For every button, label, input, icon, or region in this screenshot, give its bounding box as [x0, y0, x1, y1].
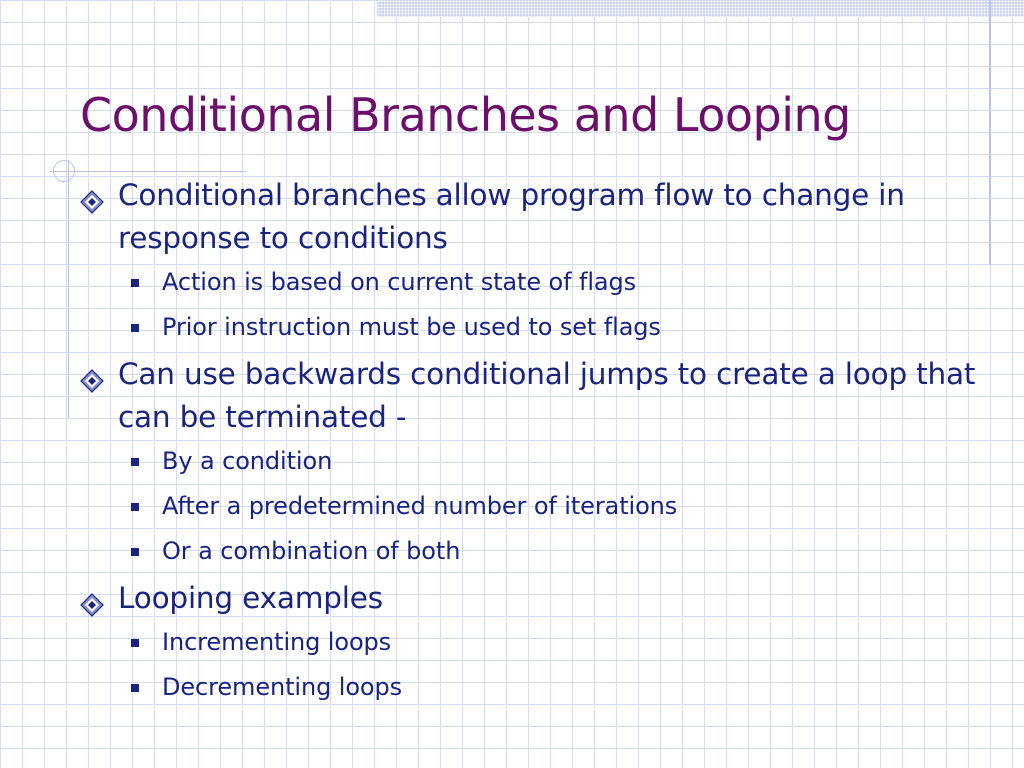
sub-bullet-text: By a condition: [162, 447, 333, 475]
header-dot-pattern: [377, 0, 1024, 17]
sub-bullet-text: Prior instruction must be used to set flags: [162, 313, 661, 341]
sub-bullet-list: [118, 439, 1000, 574]
bullet-list: [80, 174, 1000, 710]
sub-bullet-item: [118, 665, 1000, 710]
bullet-text: Looping examples: [118, 581, 383, 615]
sub-bullet-item: [118, 305, 1000, 350]
diamond-bullet-icon: [80, 586, 104, 610]
sub-bullet-item: [118, 484, 1000, 529]
sub-bullet-item: [118, 620, 1000, 665]
sub-bullet-text: Incrementing loops: [162, 628, 392, 656]
sub-bullet-list: [118, 620, 1000, 710]
square-bullet-icon: [131, 684, 139, 692]
title-underline-rule: [50, 171, 246, 172]
bullet-text: Can use backwards conditional jumps to create a loop that can be terminated -: [118, 357, 976, 434]
sub-bullet-item: [118, 529, 1000, 574]
diamond-bullet-icon: [80, 362, 104, 386]
left-decorative-rule: [68, 160, 69, 418]
sub-bullet-text: Decrementing loops: [162, 673, 403, 701]
bullet-item: [80, 577, 1000, 710]
square-bullet-icon: [131, 279, 139, 287]
bullet-item: [80, 174, 1000, 350]
sub-bullet-text: After a predetermined number of iterations: [162, 492, 678, 520]
sub-bullet-list: [118, 260, 1000, 350]
crosshair-circle-icon: [53, 160, 75, 182]
square-bullet-icon: [131, 324, 139, 332]
sub-bullet-item: [118, 260, 1000, 305]
sub-bullet-item: [118, 439, 1000, 484]
square-bullet-icon: [131, 503, 139, 511]
sub-bullet-text: Or a combination of both: [162, 537, 461, 565]
bullet-item: [80, 353, 1000, 574]
square-bullet-icon: [131, 639, 139, 647]
slide-title: Conditional Branches and Looping: [80, 88, 851, 142]
bullet-text: Conditional branches allow program flow to change in response to conditions: [118, 178, 905, 255]
sub-bullet-text: Action is based on current state of flags: [162, 268, 637, 296]
diamond-bullet-icon: [80, 183, 104, 207]
square-bullet-icon: [131, 458, 139, 466]
square-bullet-icon: [131, 548, 139, 556]
